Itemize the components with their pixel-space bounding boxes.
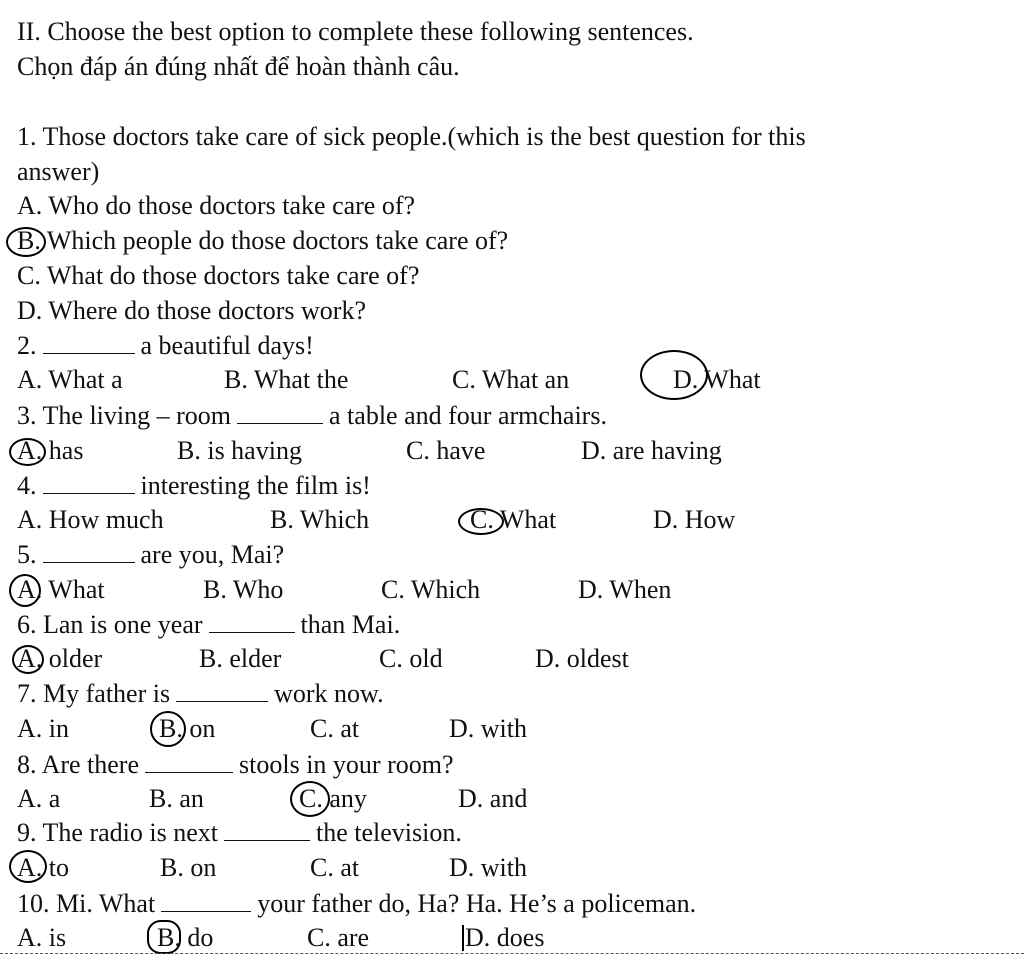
question-7-option-d: D. with	[449, 714, 527, 743]
question-9-option-b: B. on	[160, 853, 217, 882]
question-5-option-d: D. When	[578, 575, 672, 604]
answer-circle-mark	[290, 781, 330, 817]
stem-text: 2.	[17, 331, 37, 360]
answer-blank	[43, 540, 135, 563]
question-2-option-a: A. What a	[17, 365, 123, 394]
question-9-option-c: C. at	[310, 853, 360, 882]
question-7-option-a: A. in	[17, 714, 69, 743]
answer-circle-mark	[12, 645, 44, 674]
answer-blank	[145, 750, 233, 773]
answer-blank	[43, 331, 135, 354]
stem-text: 4.	[17, 471, 37, 500]
question-2-option-d: D. What	[673, 365, 761, 394]
stem-text: 7. My father is	[17, 679, 171, 708]
question-6-option-d: D. oldest	[535, 644, 629, 673]
question-1-option-c: C. What do those doctors take care of?	[17, 261, 420, 290]
answer-circle-mark	[640, 350, 708, 400]
question-10-stem	[17, 889, 696, 919]
question-10-option-b: B. do	[157, 923, 214, 952]
answer-circle-mark	[150, 711, 186, 747]
question-9-stem	[17, 818, 462, 848]
question-2-stem	[17, 331, 314, 361]
question-8-option-b: B. an	[149, 784, 204, 813]
question-8-option-c: C. any	[299, 784, 367, 813]
answer-circle-mark	[9, 574, 41, 607]
question-3-option-c: C. have	[406, 436, 486, 465]
answer-circle-mark	[6, 227, 46, 257]
question-1-option-a: A. Who do those doctors take care of?	[17, 191, 416, 220]
answer-circle-mark	[9, 438, 46, 466]
question-5-stem	[17, 540, 284, 570]
question-7-option-c: C. at	[310, 714, 360, 743]
stem-text: 5.	[17, 540, 37, 569]
stem-text: 9. The radio is next	[17, 818, 218, 847]
question-4-option-a: A. How much	[17, 505, 164, 534]
question-2-option-b: B. What the	[224, 365, 349, 394]
stem-text: 3. The living – room	[17, 401, 232, 430]
question-3-option-b: B. is having	[177, 436, 302, 465]
question-8-stem	[17, 750, 454, 780]
stem-text: work now.	[274, 679, 384, 708]
stem-text: interesting the film is!	[140, 471, 371, 500]
question-5-option-a: A. What	[17, 575, 105, 604]
answer-blank	[43, 471, 135, 494]
answer-blank	[209, 610, 295, 633]
question-6-stem	[17, 610, 400, 640]
question-8-option-d: D. and	[458, 784, 528, 813]
question-10-option-a: A. is	[17, 923, 67, 952]
stem-text: stools in your room?	[239, 750, 454, 779]
question-9-option-a: A. to	[17, 853, 69, 882]
question-8-option-a: A. a	[17, 784, 61, 813]
stem-text: 10. Mi. What	[17, 889, 156, 918]
answer-blank	[161, 889, 251, 912]
question-4-option-b: B. Which	[270, 505, 370, 534]
question-1-stem: 1. Those doctors take care of sick people.(which is the best question for this	[17, 122, 806, 151]
answer-blank	[237, 401, 323, 424]
answer-circle-mark	[147, 920, 181, 954]
question-3-option-d: D. are having	[581, 436, 722, 465]
question-10-option-d: D. does	[465, 923, 545, 952]
answer-circle-mark	[458, 508, 504, 535]
question-1-option-d: D. Where do those doctors work?	[17, 296, 366, 325]
stem-text: 8. Are there	[17, 750, 140, 779]
answer-blank	[224, 818, 310, 841]
question-4-stem	[17, 471, 371, 501]
question-6-option-a: A. older	[17, 644, 103, 673]
question-1-stem-cont: answer)	[17, 157, 100, 186]
question-9-option-d: D. with	[449, 853, 527, 882]
question-10-option-c: C. are	[307, 923, 370, 952]
question-3-option-a: A. has	[17, 436, 84, 465]
question-1-option-b: B. Which people do those doctors take care of?	[17, 226, 509, 255]
question-4-option-d: D. How	[653, 505, 736, 534]
stem-text: than Mai.	[300, 610, 401, 639]
question-3-stem	[17, 401, 607, 431]
stem-text: a table and four armchairs.	[329, 401, 607, 430]
stem-text: the television.	[315, 818, 462, 847]
question-2-option-c: C. What an	[452, 365, 570, 394]
page-break-line	[0, 953, 1024, 954]
section-title: II. Choose the best option to complete these following sentences.	[17, 17, 694, 46]
question-5-option-c: C. Which	[381, 575, 481, 604]
text-cursor	[462, 925, 464, 951]
section-subtitle: Chọn đáp án đúng nhất để hoàn thành câu.	[17, 52, 460, 81]
answer-circle-mark	[9, 850, 47, 883]
question-7-option-b: B. on	[159, 714, 216, 743]
stem-text: 6. Lan is one year	[17, 610, 203, 639]
answer-blank	[176, 679, 268, 702]
question-7-stem	[17, 679, 384, 709]
stem-text: a beautiful days!	[140, 331, 314, 360]
question-5-option-b: B. Who	[203, 575, 284, 604]
question-4-option-c: C. What	[470, 505, 557, 534]
stem-text: your father do, Ha? Ha. He’s a policeman.	[257, 889, 697, 918]
stem-text: are you, Mai?	[140, 540, 285, 569]
question-6-option-b: B. elder	[199, 644, 282, 673]
question-6-option-c: C. old	[379, 644, 443, 673]
